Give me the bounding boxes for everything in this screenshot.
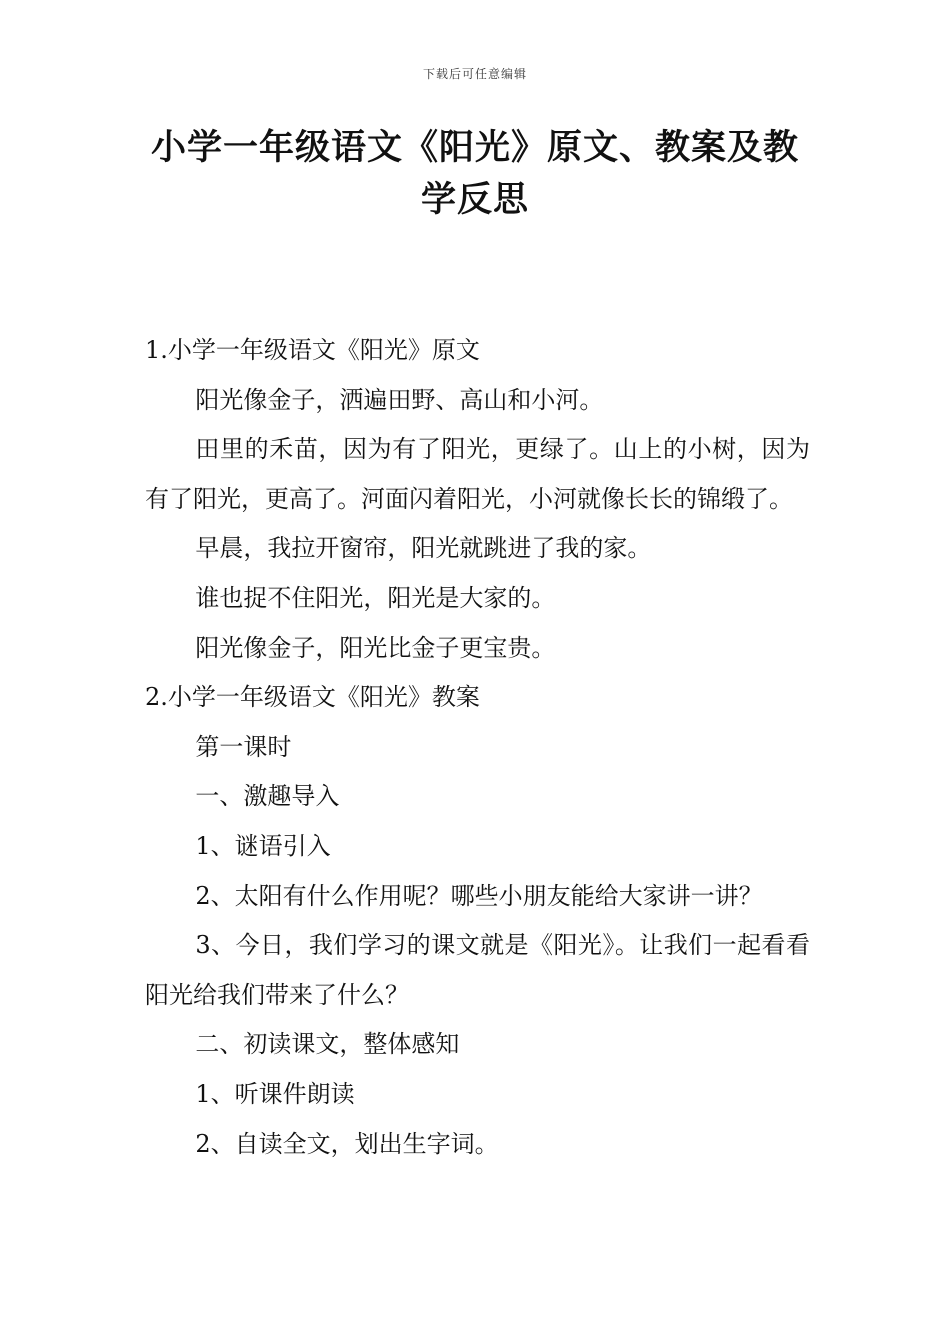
paragraph: 3、今日，我们学习的课文就是《阳光》。让我们一起看看阳光给我们带来了什么？	[145, 931, 810, 1009]
paragraph: 第一课时	[195, 732, 292, 761]
paragraph: 二、初读课文，整体感知	[195, 1030, 460, 1059]
section-heading: 1.小学一年级语文《阳光》原文	[145, 336, 480, 364]
paragraph: 一、激趣导入	[195, 782, 340, 811]
paragraph: 1、听课件朗读	[195, 1079, 355, 1108]
paragraph: 1、谜语引入	[195, 831, 331, 860]
section-heading: 2.小学一年级语文《阳光》教案	[145, 683, 480, 712]
document-body	[145, 326, 810, 1169]
paragraph: 田里的禾苗，因为有了阳光，更绿了。山上的小树，因为有了阳光，更高了。河面闪着阳光，小河就像长长的锦缎了。	[145, 435, 810, 513]
paragraph: 谁也捉不住阳光，阳光是大家的。	[195, 583, 556, 612]
paragraph: 2、太阳有什么作用呢？哪些小朋友能给大家讲一讲？	[195, 881, 763, 910]
paragraph: 2、自读全文，划出生字词。	[195, 1129, 499, 1158]
paragraph: 早晨，我拉开窗帘，阳光就跳进了我的家。	[195, 534, 652, 563]
document-title: 小学一年级语文《阳光》原文、教案及教学反思	[150, 128, 799, 220]
paragraph: 阳光像金子，阳光比金子更宝贵。	[195, 633, 556, 662]
paragraph: 阳光像金子，洒遍田野、高山和小河。	[195, 385, 604, 414]
page-header-note: 下载后可任意编辑	[422, 67, 527, 81]
